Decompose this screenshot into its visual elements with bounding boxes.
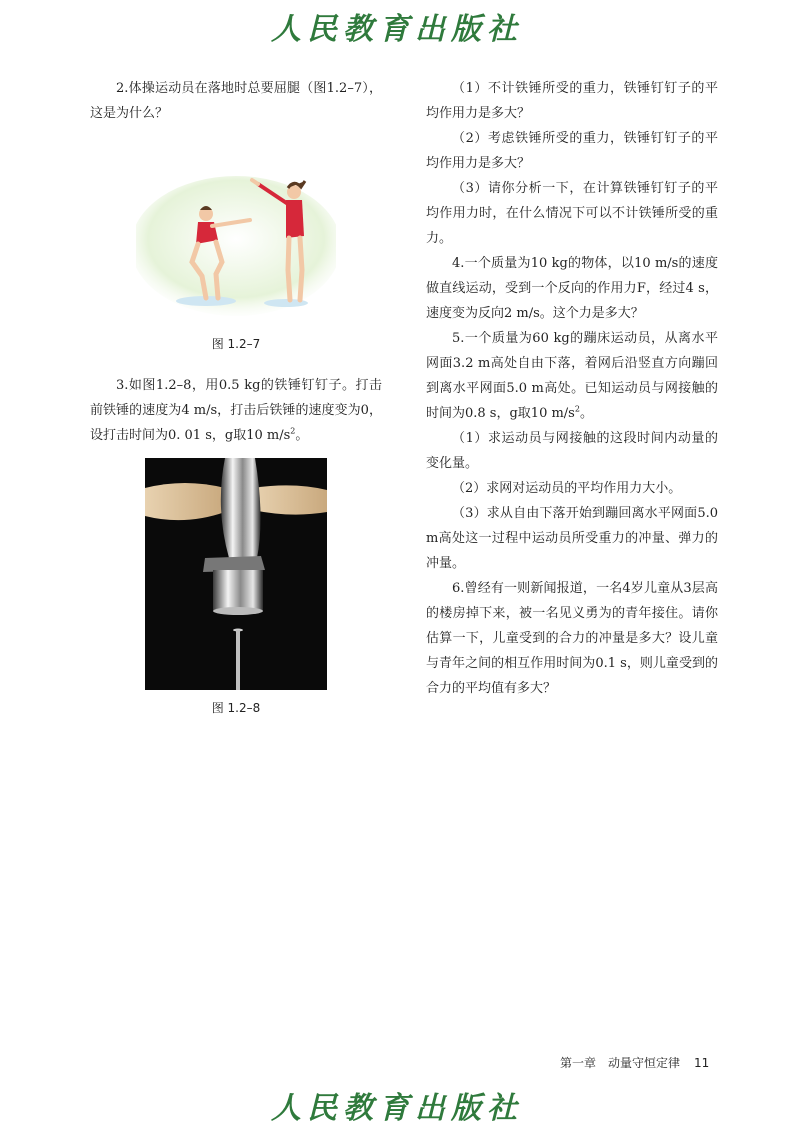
question-5-part-1: （1）求运动员与网接触的这段时间内动量的变化量。 bbox=[426, 431, 718, 471]
publisher-watermark-top: 人民教育出版社 bbox=[271, 12, 523, 47]
page-footer bbox=[560, 1054, 720, 1071]
question-3-text: 3.如图1.2–8，用0.5 kg的铁锤钉钉子。打击前铁锤的速度为4 m/s，打击后铁锤的速度变为0，设打击时间为0. 01 s，g取10 m/s bbox=[90, 378, 382, 443]
question-3-part-1: （1）不计铁锤所受的重力，铁锤钉钉子的平均作用力是多大？ bbox=[426, 81, 718, 121]
figure-1-2-7-caption: 图 1.2–7 bbox=[211, 337, 261, 351]
question-3-end: 。 bbox=[295, 428, 309, 443]
question-3 bbox=[90, 373, 382, 448]
figure-1-2-8-caption: 图 1.2–8 bbox=[211, 701, 261, 715]
left-column bbox=[90, 76, 382, 721]
figure-1-2-8-hammer-nail bbox=[145, 458, 327, 690]
page-number: 11 bbox=[694, 1056, 710, 1070]
figure-1-2-7-gymnasts bbox=[136, 166, 336, 316]
chapter-title: 第一章 动量守恒定律 bbox=[560, 1056, 681, 1070]
question-5-superscript: 2 bbox=[574, 404, 580, 414]
question-5-end: 。 bbox=[579, 406, 593, 421]
question-3-superscript: 2 bbox=[290, 426, 296, 436]
question-4: 4.一个质量为10 kg的物体，以10 m/s的速度做直线运动，受到一个反向的作用力F，经过4 s，速度变为反向2 m/s。这个力是多大？ bbox=[426, 256, 718, 321]
question-2: 2.体操运动员在落地时总要屈腿（图1.2–7），这是为什么？ bbox=[90, 81, 382, 121]
question-5-part-2: （2）求网对运动员的平均作用力大小。 bbox=[452, 481, 682, 496]
question-6: 6.曾经有一则新闻报道，一名4岁儿童从3层高的楼房掉下来，被一名见义勇为的青年接住。请你估算一下，儿童受到的合力的冲量是多大？设儿童与青年之间的相互作用时间为0.1 s，则儿童受到的合力的平均值有多大？ bbox=[426, 581, 718, 696]
question-3-part-3: （3）请你分析一下，在计算铁锤钉钉子的平均作用力时，在什么情况下可以不计铁锤所受的重力。 bbox=[426, 181, 718, 246]
publisher-watermark-bottom: 人民教育出版社 bbox=[271, 1091, 523, 1126]
question-3-part-2: （2）考虑铁锤所受的重力，铁锤钉钉子的平均作用力是多大？ bbox=[426, 131, 718, 171]
question-5-part-3: （3）求从自由下落开始到蹦回离水平网面5.0 m高处这一过程中运动员所受重力的冲量、弹力的冲量。 bbox=[426, 506, 718, 571]
question-5 bbox=[426, 326, 718, 426]
question-5-text: 5.一个质量为60 kg的蹦床运动员，从离水平网面3.2 m高处自由下落，着网后沿竖直方向蹦回到离水平网面5.0 m高处。已知运动员与网接触的时间为0.8 s，g取10 m/s bbox=[426, 331, 718, 421]
right-column bbox=[426, 76, 718, 701]
